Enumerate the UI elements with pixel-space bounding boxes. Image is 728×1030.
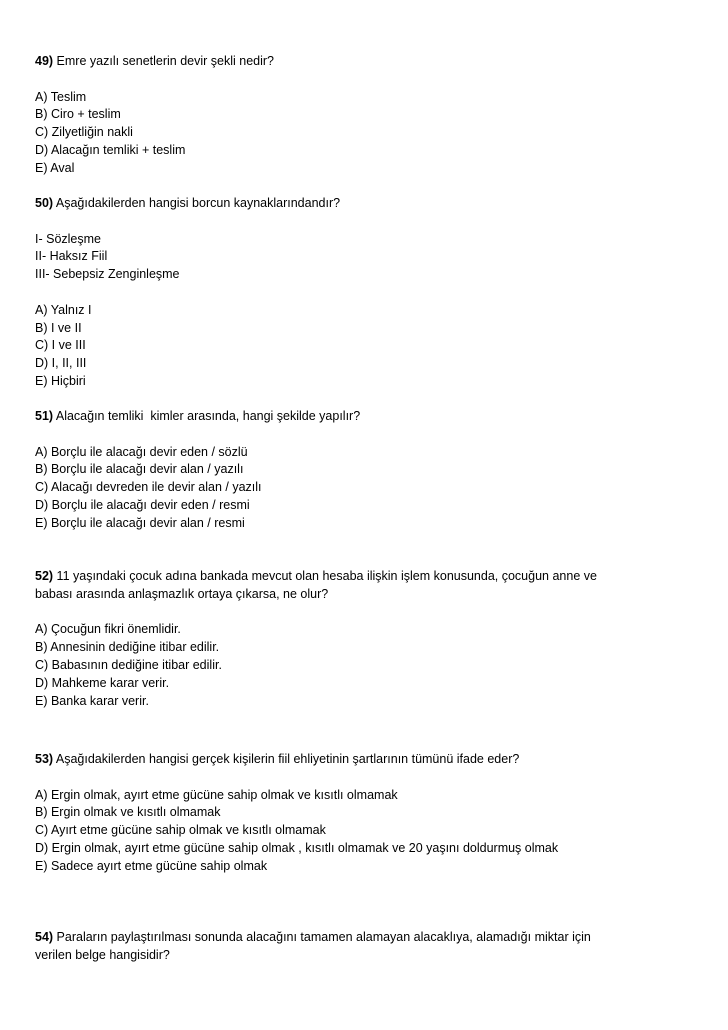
question-stem	[35, 751, 705, 769]
question-54	[35, 929, 705, 965]
answer-option: D) Ergin olmak, ayırt etme gücüne sahip olmak , kısıtlı olmamak ve 20 yaşını doldurmuş olmak	[35, 840, 559, 855]
answer-option: D) Mahkeme karar verir.	[35, 675, 170, 690]
question-stem	[35, 53, 705, 71]
question-stem	[35, 195, 705, 213]
answer-option: B) Annesinin dediğine itibar edilir.	[35, 640, 220, 655]
answer-option: D) Alacağın temliki + teslim	[35, 142, 186, 157]
answer-option: E) Sadece ayırt etme gücüne sahip olmak	[35, 858, 268, 873]
question-50	[35, 195, 705, 391]
question-text-continued: verilen belge hangisidir?	[35, 947, 170, 962]
answer-option: A) Çocuğun fikri önemlidir.	[35, 622, 181, 637]
question-text: Aşağıdakilerden hangisi borcun kaynaklarındandır?	[53, 196, 341, 210]
question-number: 52)	[35, 569, 54, 583]
question-number: 51)	[35, 409, 54, 423]
answer-option: E) Hiçbiri	[35, 373, 86, 388]
answer-option: B) Ergin olmak ve kısıtlı olmamak	[35, 805, 221, 820]
question-text: 11 yaşındaki çocuk adına bankada mevcut olan hesaba ilişkin işlem konusunda, çocuğun anne ve	[53, 569, 597, 583]
question-53	[35, 751, 705, 876]
premise-item: II- Haksız Fiil	[35, 249, 108, 264]
answer-option: B) I ve II	[35, 320, 82, 335]
answer-option: C) Ayırt etme gücüne sahip olmak ve kısıtlı olmamak	[35, 823, 326, 838]
question-stem	[35, 408, 705, 426]
question-49	[35, 53, 705, 178]
answer-option: D) I, II, III	[35, 356, 87, 371]
answer-option: B) Ciro + teslim	[35, 107, 121, 122]
premise-item: III- Sebepsiz Zenginleşme	[35, 267, 180, 282]
question-text-continued: babası arasında anlaşmazlık ortaya çıkarsa, ne olur?	[35, 586, 329, 601]
answer-option: A) Borçlu ile alacağı devir eden / sözlü	[35, 444, 248, 459]
question-52	[35, 568, 705, 710]
answer-option: C) Babasının dediğine itibar edilir.	[35, 657, 222, 672]
answer-option: C) Zilyetliğin nakli	[35, 125, 133, 140]
question-text: Emre yazılı senetlerin devir şekli nedir?	[53, 54, 275, 68]
answer-option: D) Borçlu ile alacağı devir eden / resmi	[35, 497, 250, 512]
answer-option: A) Teslim	[35, 89, 87, 104]
question-text: Alacağın temliki kimler arasında, hangi şekilde yapılır?	[53, 409, 361, 423]
question-stem	[35, 568, 705, 586]
answer-option: E) Borçlu ile alacağı devir alan / resmi	[35, 515, 245, 530]
answer-option: E) Banka karar verir.	[35, 693, 149, 708]
answer-option: C) Alacağı devreden ile devir alan / yazılı	[35, 480, 262, 495]
answer-option: A) Yalnız I	[35, 302, 92, 317]
question-number: 50)	[35, 196, 54, 210]
question-text: Aşağıdakilerden hangisi gerçek kişilerin fiil ehliyetinin şartlarının tümünü ifade eder?	[53, 752, 520, 766]
question-number: 53)	[35, 752, 54, 766]
answer-option: B) Borçlu ile alacağı devir alan / yazılı	[35, 462, 244, 477]
answer-option: A) Ergin olmak, ayırt etme gücüne sahip olmak ve kısıtlı olmamak	[35, 787, 398, 802]
answer-option: E) Aval	[35, 160, 75, 175]
question-51	[35, 408, 705, 533]
question-text: Paraların paylaştırılması sonunda alacağını tamamen alamayan alacaklıya, alamadığı miktar için	[53, 930, 591, 944]
question-number: 49)	[35, 54, 54, 68]
answer-option: C) I ve III	[35, 338, 86, 353]
question-number: 54)	[35, 930, 54, 944]
question-stem	[35, 929, 705, 947]
premise-item: I- Sözleşme	[35, 231, 101, 246]
